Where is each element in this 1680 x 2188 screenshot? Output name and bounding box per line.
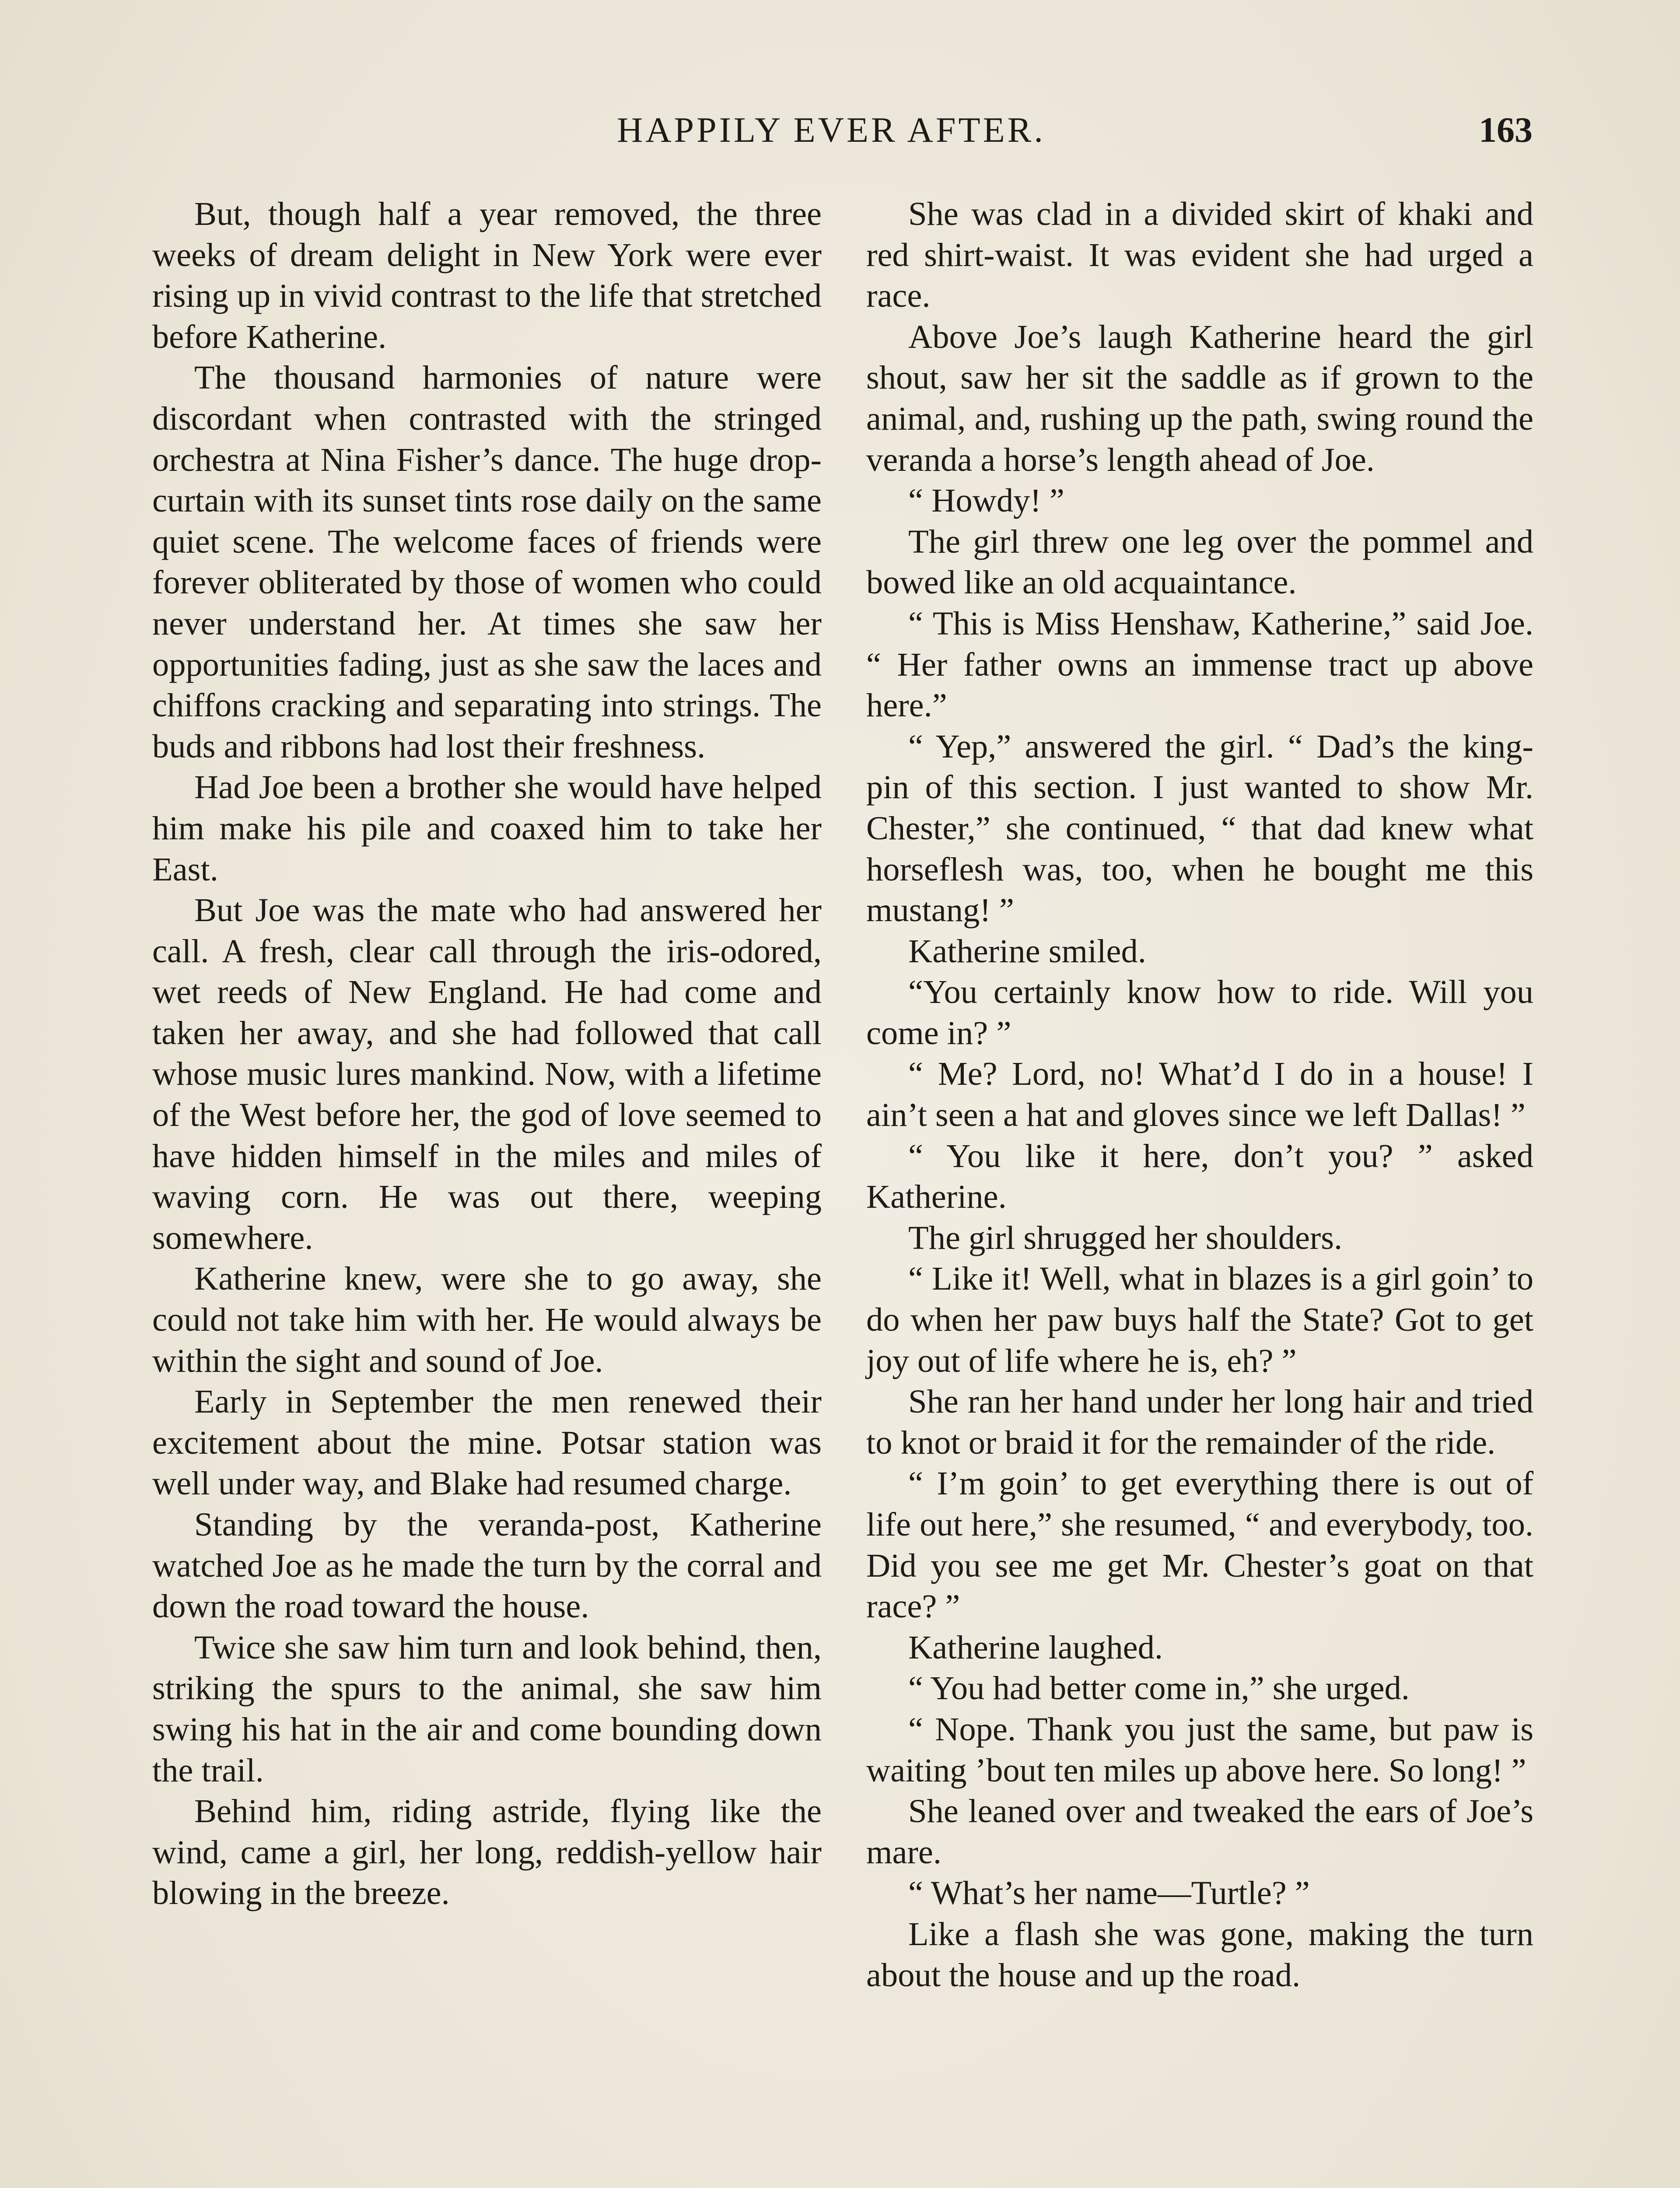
paragraph: “ Yep,” answered the girl. “ Dad’s the king-pin of this section. I just wanted to show Mr. Chester,” she continued, “ that dad knew what horseflesh was, too, when he bought me this mustang! ” xyxy=(866,727,1533,929)
paragraph: Above Joe’s laugh Katherine heard the girl shout, saw her sit the saddle as if grown to the animal, and, rushing up the path, swing round the veranda a horse’s length ahead of Joe. xyxy=(866,318,1533,478)
paragraph: She ran her hand under her long hair and tried to knot or braid it for the remainder of the ride. xyxy=(866,1383,1533,1461)
paragraph: “ You had better come in,” she urged. xyxy=(908,1669,1410,1707)
paragraph: The thousand harmonies of nature were discordant when contrasted with the stringed orchestra at Nina Fisher’s dance. The huge drop-curtain with its sunset tints rose daily on the same quiet scene. The welcome faces of friends were forever obliterated by those of women who could never understand her. At times she saw her opportunities fading, just as she saw the laces and chiffons cracking and separating into strings. The buds and ribbons had lost their freshness. xyxy=(152,359,822,765)
paragraph: “ Me? Lord, no! What’d I do in a house! I ain’t seen a hat and gloves since we left Dallas! ” xyxy=(866,1055,1533,1134)
paragraph: Early in September the men renewed their excitement about the mine. Potsar station was well under way, and Blake had resumed charge. xyxy=(152,1383,822,1502)
paragraph: She leaned over and tweaked the ears of Joe’s mare. xyxy=(866,1792,1533,1871)
paragraph: “ Like it! Well, what in blazes is a girl goin’ to do when her paw buys half the State? Got to get joy out of life where he is, eh? ” xyxy=(866,1260,1533,1379)
paragraph: Katherine knew, were she to go away, she could not take him with her. He would always be within the sight and sound of Joe. xyxy=(152,1260,822,1379)
right-column xyxy=(866,193,1533,1995)
paragraph: “ You like it here, don’t you? ” asked Katherine. xyxy=(866,1137,1533,1216)
paragraph: But Joe was the mate who had answered her call. A fresh, clear call through the iris-odored, wet reeds of New England. He had come and taken her away, and she had followed that call whose music lures mankind. Now, with a lifetime of the West before her, the god of love seemed to have hidden himself in the miles and miles of waving corn. He was out there, weeping somewhere. xyxy=(152,891,822,1256)
paragraph: “ What’s her name—Turtle? ” xyxy=(908,1874,1310,1912)
paragraph: Katherine laughed. xyxy=(908,1628,1163,1666)
paragraph: The girl threw one leg over the pommel and bowed like an old acquaintance. xyxy=(866,522,1533,601)
paragraph: Had Joe been a brother she would have helped him make his pile and coaxed him to take her East. xyxy=(152,768,822,888)
paragraph: Behind him, riding astride, flying like the wind, came a girl, her long, reddish-yellow hair blowing in the breeze. xyxy=(152,1792,822,1912)
paragraph: “ I’m goin’ to get everything there is out of life out here,” she resumed, “ and everybody, too. Did you see me get Mr. Chester’s goat on that race? ” xyxy=(866,1465,1533,1625)
paragraph: “ Nope. Thank you just the same, but paw is waiting ’bout ten miles up above here. So long! ” xyxy=(866,1710,1533,1789)
running-title: HAPPILY EVER AFTER. xyxy=(617,110,1046,150)
paragraph: “ Howdy! ” xyxy=(908,482,1064,519)
paragraph: Like a flash she was gone, making the turn about the house and up the road. xyxy=(866,1915,1533,1994)
paragraph: But, though half a year removed, the three weeks of dream delight in New York were ever rising up in vivid contrast to the life that stretched before Katherine. xyxy=(152,195,822,355)
paragraph: The girl shrugged her shoulders. xyxy=(908,1219,1343,1256)
paragraph: “ This is Miss Henshaw, Katherine,” said Joe. “ Her father owns an immense tract up above here.” xyxy=(866,604,1533,724)
paragraph: Twice she saw him turn and look behind, then, striking the spurs to the animal, she saw him swing his hat in the air and come bounding down the trail. xyxy=(152,1628,822,1789)
left-column xyxy=(152,193,822,1914)
paragraph: Katherine smiled. xyxy=(908,932,1146,970)
paragraph: She was clad in a divided skirt of khaki and red shirt-waist. It was evident she had urged a race. xyxy=(866,195,1533,315)
page-number: 163 xyxy=(1479,110,1533,150)
paragraph: “You certainly know how to ride. Will you come in? ” xyxy=(866,973,1533,1052)
paragraph: Standing by the veranda-post, Katherine watched Joe as he made the turn by the corral and down the road toward the house. xyxy=(152,1506,822,1625)
